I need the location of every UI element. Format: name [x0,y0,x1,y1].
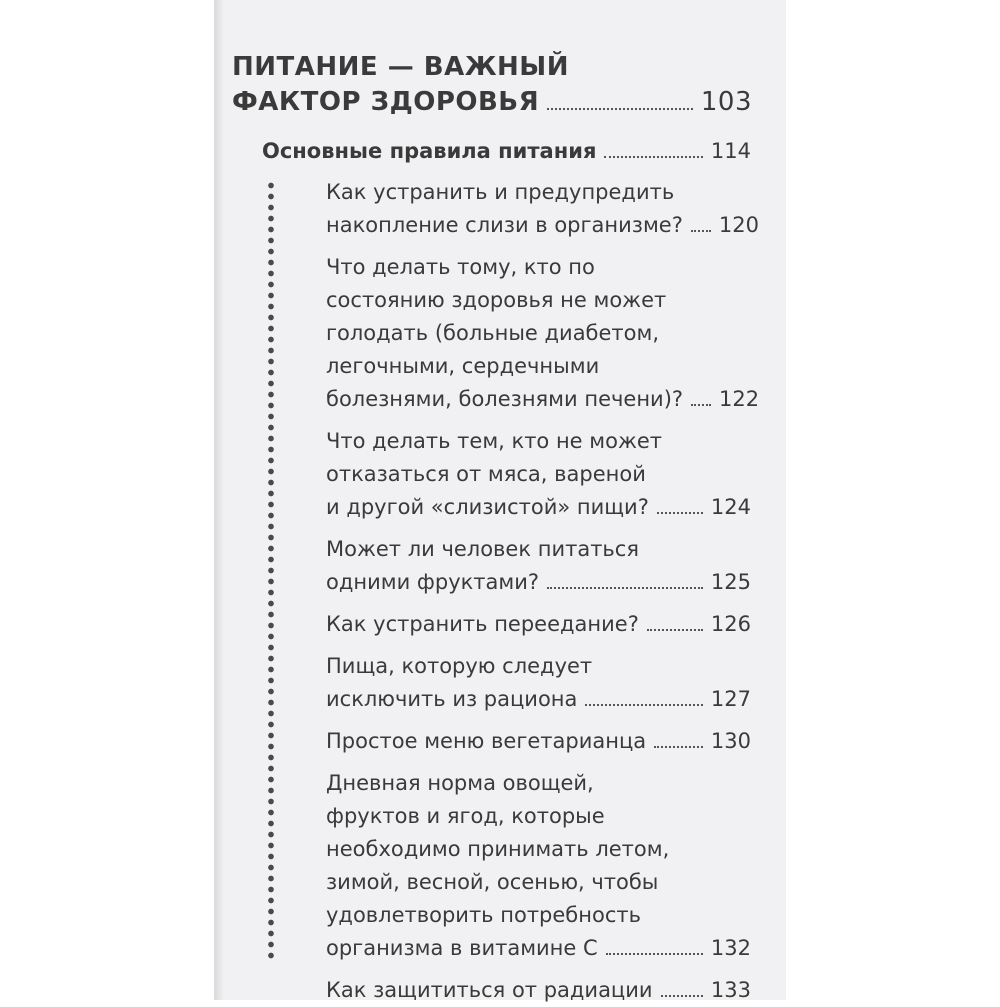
toc-entry-title: исключить из рациона [326,687,578,711]
toc-entry-row[interactable] [326,725,751,758]
toc-entry-title: Как защититься от радиации [326,978,653,1002]
toc-entry-title: Как устранить переедание? [326,612,639,636]
dotted-spine-decoration [268,180,274,960]
toc-entry-text-line: состоянию здоровья не может [326,288,667,312]
toc-entry-text-line: зимой, весной, осенью, чтобы [326,870,659,894]
chapter-page-number: 103 [700,87,752,117]
section-title: Основные правила питания [262,139,597,163]
section-page-number: 114 [710,139,751,163]
toc-entry-row[interactable] [326,974,751,1007]
toc-entry-text-line: Что делать тому, кто по [326,255,595,279]
dot-leader [691,230,711,232]
dot-leader [547,108,693,110]
toc-entry-text-line: отказаться от мяса, вареной [326,462,646,486]
toc-entry-row[interactable] [326,932,751,965]
dot-leader [654,746,703,748]
section-row[interactable] [262,135,751,168]
dot-leader [606,953,703,955]
toc-entry-page-number: 125 [710,570,751,594]
dot-leader [691,404,711,406]
toc-entry-row[interactable] [326,683,751,716]
toc-entry-title: организма в витамине С [326,936,598,960]
toc-entry-text-line: фруктов и ягод, которые [326,804,605,828]
toc-entry-page-number: 127 [710,687,751,711]
toc-entry-title: болезнями, болезнями печени)? [326,387,684,411]
toc-entry-text-line: Дневная норма овощей, [326,771,594,795]
toc-entry-title: Простое меню вегетарианца [326,729,647,753]
toc-entry-page-number: 132 [710,936,751,960]
toc-entry-row[interactable] [326,608,751,641]
toc-entry-text-line: удовлетворить потребность [326,903,641,927]
toc-entry-title: накопление слизи в организме? [326,213,683,237]
toc-entry-text-line: Может ли человек питаться [326,537,639,561]
toc-entry-row[interactable] [326,491,751,524]
dot-leader [661,995,703,997]
dot-leader [647,629,703,631]
toc-entry-page-number: 124 [710,495,751,519]
chapter-title-line-1: ПИТАНИЕ — ВАЖНЫЙ [232,52,569,82]
toc-entry-text-line: легочными, сердечными [326,354,600,378]
toc-entry-title: одними фруктами? [326,570,540,594]
toc-entry-text-line: голодать (больные диабетом, [326,321,660,345]
dot-leader [604,156,702,158]
toc-entry-page-number: 122 [719,387,760,411]
toc-entry-row[interactable] [326,209,759,242]
toc-entry-title: и другой «слизистой» пищи? [326,495,649,519]
toc-entry-page-number: 130 [710,729,751,753]
toc-entry-text-line: Что делать тем, кто не может [326,429,663,453]
toc-entry-row[interactable] [326,566,751,599]
page-gutter-shadow [214,0,224,1000]
dot-leader [585,704,703,706]
toc-entry-row[interactable] [326,383,760,416]
chapter-title-row[interactable] [232,86,752,119]
dot-leader [657,512,703,514]
chapter-title-line-2: ФАКТОР ЗДОРОВЬЯ [232,87,540,117]
toc-entry-text-line: Как устранить и предупредить [326,180,675,204]
toc-entry-page-number: 133 [710,978,751,1002]
toc-entry-page-number: 126 [710,612,751,636]
toc-entry-page-number: 120 [718,213,759,237]
toc-entry-text-line: необходимо принимать летом, [326,837,670,861]
dot-leader [547,587,703,589]
toc-entry-text-line: Пища, которую следует [326,654,593,678]
